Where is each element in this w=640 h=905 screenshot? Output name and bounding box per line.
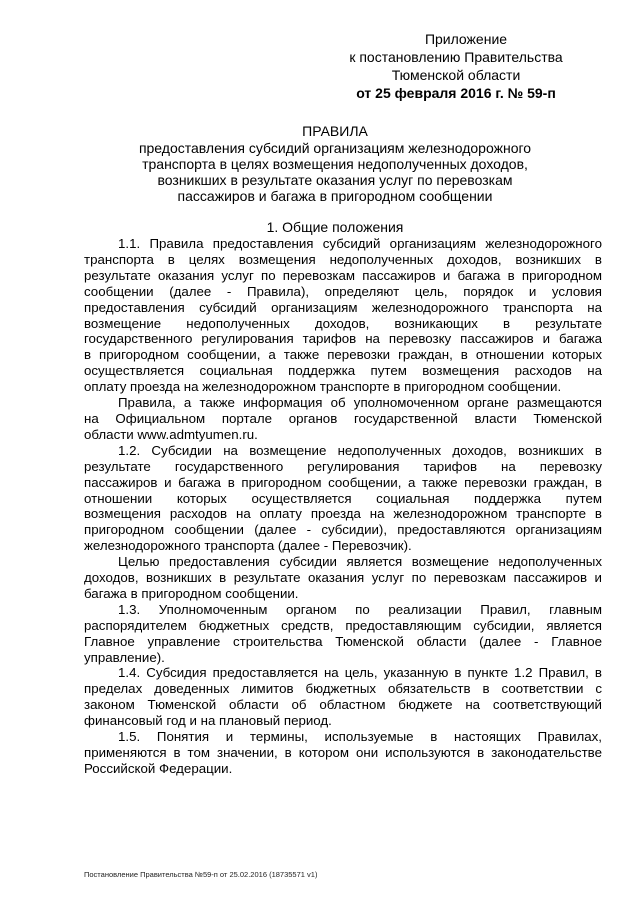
paragraph-purpose (84, 554, 602, 602)
text-line: результате государственного регулирования тарифов на перевозку (84, 458, 602, 474)
text-line: 1.5. Понятия и термины, используемые в настоящих Правилах, (118, 729, 602, 745)
text-line: государственного регулирования тарифов на перевозку пассажиров и багажа (84, 331, 602, 347)
text-line: результате оказания услуг по перевозкам пассажиров и багажа в пригородном (84, 267, 602, 283)
text-line: на Официальном портале органов государственной власти Тюменской (84, 410, 602, 426)
subtitle-line: возникших в результате оказания услуг по перевозкам (157, 172, 513, 188)
text-line: Главное управление строительства Тюменской области (далее - Главное (84, 633, 602, 649)
text-line: финансовый год и на плановый период. (84, 713, 332, 729)
text-line: 1.1. Правила предоставления субсидий организациям железнодорожного (118, 236, 602, 251)
paragraph-1-2 (84, 443, 602, 554)
text-line: сообщении (далее - Правила), определяют цель, порядок и условия (84, 283, 602, 299)
text-line: управление). (84, 649, 165, 665)
paragraph-1-3 (84, 602, 602, 666)
paragraph-1-1 (84, 236, 602, 395)
text-line: законом Тюменской области об областном бюджете на соответствующий (84, 697, 602, 713)
subtitle-line: пассажиров и багажа в пригородном сообщении (177, 188, 493, 204)
text-line: осуществляется социальная поддержка путем возмещения расходов на (84, 363, 602, 379)
text-line: в пригородном сообщении, а также перевозки граждан, в отношении которых (84, 347, 602, 363)
text-line: отношении которых осуществляется социальная поддержка путем (84, 490, 602, 506)
text-line: 1.3. Уполномоченным органом по реализации Правил, главным (118, 601, 602, 617)
text-line: пассажиров и багажа в пригородном сообщении, а также перевозки граждан, в (84, 474, 602, 490)
paragraph-portal (84, 395, 602, 443)
text-line: транспорта в целях возмещения недополученных доходов, возникших в (84, 251, 602, 267)
text-line: Целью предоставления субсидии является возмещение недополученных (118, 554, 602, 570)
text-line: оплату проезда на железнодорожном транспорте в пригородном сообщении. (84, 379, 562, 395)
text-line: железнодорожного транспорта (далее - Перевозчик). (84, 538, 412, 554)
approval-resolution: к постановлению Правительства (349, 49, 563, 65)
paragraph-1-5 (84, 729, 602, 777)
document-title: ПРАВИЛА (302, 123, 368, 139)
text-line: Правила, а также информация об уполномоченном органе размещаются (118, 395, 602, 411)
approval-region: Тюменской области (391, 67, 521, 83)
text-line: 1.4. Субсидия предоставляется на цель, указанную в пункте 1.2 Правил, в (118, 665, 602, 681)
paragraph-1-4 (84, 665, 602, 729)
text-line: применяются в том значении, в котором они используются в законодательстве (84, 745, 602, 760)
document-footer: Постановление Правительства №59-п от 25.02.2016 (18735571 v1) (84, 870, 318, 879)
text-line: 1.2. Субсидии на возмещение недополученных доходов, возникших в (118, 442, 602, 458)
text-line: распорядителем бюджетных средств, предоставляющим субсидии, является (84, 617, 602, 633)
text-line: области www.admtyumen.ru. (84, 426, 258, 442)
text-line: Российской Федерации. (84, 760, 233, 776)
text-line: багажа в пригородном сообщении. (84, 585, 299, 601)
text-line: пригородном сообщении (далее - субсидии), предоставляются организациям (84, 522, 602, 538)
text-line: предоставления субсидий организациям железнодорожного транспорта на (84, 299, 602, 315)
document-body (84, 236, 602, 777)
text-line: возмещения расходов на оплату проезда на железнодорожном транспорте в (84, 506, 602, 522)
document-subtitle (90, 140, 580, 204)
text-line: пределах доведенных лимитов бюджетных обязательств в соответствии с (84, 681, 602, 697)
approval-block (326, 30, 586, 102)
text-line: доходов, возникших в результате оказания услуг по перевозкам пассажиров и (84, 570, 602, 586)
approval-appendix: Приложение (424, 31, 508, 47)
approval-date-number: от 25 февраля 2016 г. № 59-п (356, 85, 556, 101)
subtitle-line: транспорта в целях возмещения недополученных доходов, (142, 156, 528, 172)
section-heading: 1. Общие положения (266, 219, 404, 235)
text-line: возмещение недополученных доходов, возникающих в результате (84, 315, 602, 331)
subtitle-line: предоставления субсидий организациям железнодорожного (138, 140, 532, 156)
